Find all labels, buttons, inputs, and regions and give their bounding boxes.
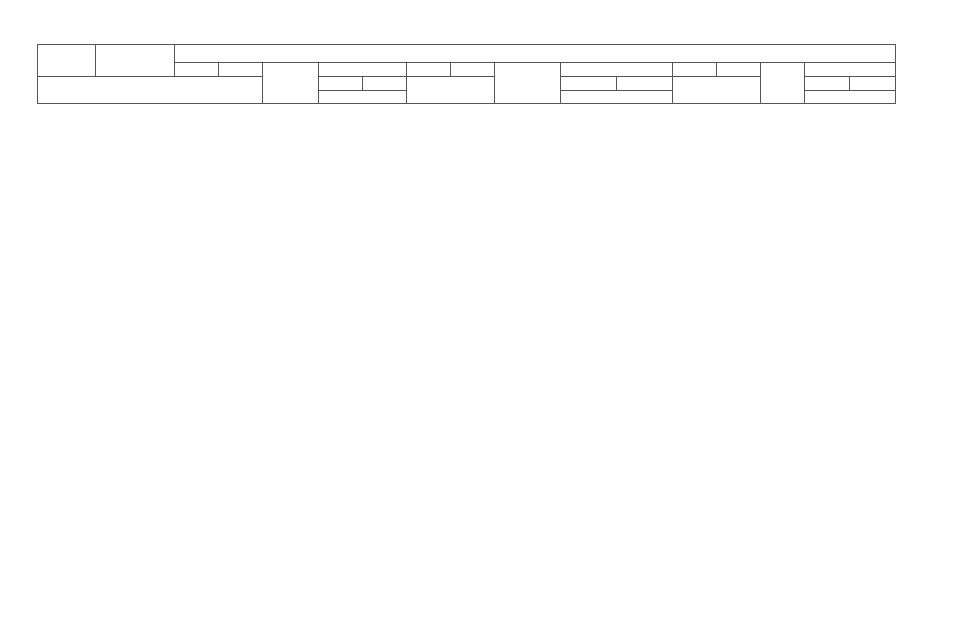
header-p-2 xyxy=(561,77,617,91)
header-l-1 xyxy=(175,63,219,77)
header-alpha-2 xyxy=(495,63,561,104)
header-p-1 xyxy=(319,77,363,91)
header-r-approx xyxy=(175,45,896,63)
header-mm-3 xyxy=(673,77,761,104)
header-k-2 xyxy=(617,77,673,91)
header-alpha-3 xyxy=(761,63,805,104)
header-k-1 xyxy=(363,77,407,91)
header-kg-2 xyxy=(561,91,673,104)
header-dz xyxy=(96,45,175,77)
header-masa-1 xyxy=(319,63,407,77)
header-l1-1 xyxy=(219,63,263,77)
header-kg-3 xyxy=(805,91,896,104)
header-l1-3 xyxy=(717,63,761,77)
header-l1-2 xyxy=(451,63,495,77)
header-masa-3 xyxy=(805,63,896,77)
header-l-2 xyxy=(407,63,451,77)
header-mm-2 xyxy=(407,77,495,104)
segment-dimensions-table xyxy=(37,44,896,104)
header-mm-1 xyxy=(38,77,263,104)
header-dnom xyxy=(38,45,96,77)
header-kg-1 xyxy=(319,91,407,104)
header-k-3 xyxy=(850,77,896,91)
header-masa-2 xyxy=(561,63,673,77)
header-alpha-1 xyxy=(263,63,319,104)
header-l-3 xyxy=(673,63,717,77)
header-p-3 xyxy=(805,77,850,91)
